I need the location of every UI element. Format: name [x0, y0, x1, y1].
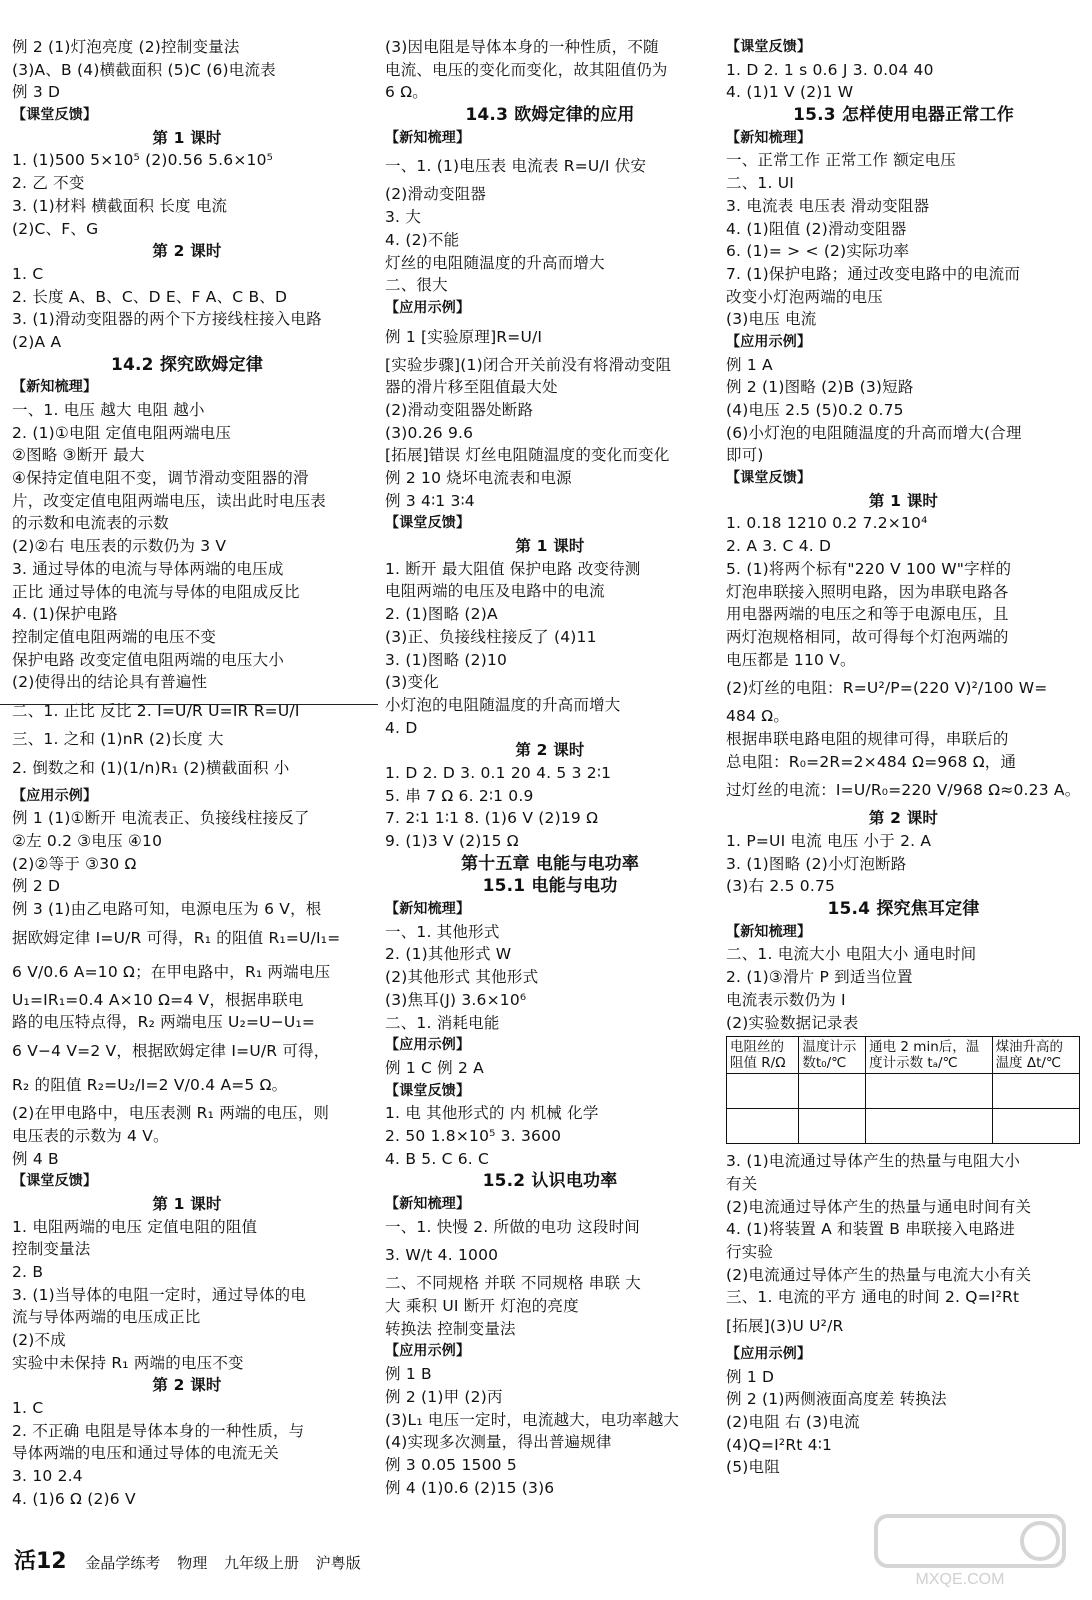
- answer-line: (3)右 2.5 0.75: [726, 877, 836, 896]
- page-fold-line: [0, 704, 378, 705]
- section-heading: 15.3 怎样使用电器正常工作: [793, 105, 1014, 126]
- answer-line: 电流、电压的变化而变化，故其阻值仍为: [385, 60, 668, 79]
- answer-line: 2. (1)其他形式 W: [385, 945, 512, 964]
- example-line: 例 2 (1)两侧液面高度差 转换法: [726, 1390, 947, 1409]
- answer-line: 导体两端的电压和通过导体的电流无关: [12, 1444, 279, 1463]
- answer-line: 流与导体两端的电压成正比: [12, 1308, 201, 1327]
- answer-line: 1. D 2. 1 s 0.6 J 3. 0.04 40: [726, 60, 934, 79]
- answer-line: 用电器两端的电压之和等于电源电压，且: [726, 605, 1009, 624]
- section-tag: 【课堂反馈】: [12, 107, 98, 124]
- lesson-heading: 第 1 课时: [515, 537, 585, 556]
- section-tag: 【应用示例】: [385, 299, 471, 316]
- answer-line: 小灯泡的电阻随温度的升高而增大: [385, 695, 621, 714]
- answer-line: (5)电阻: [726, 1458, 780, 1477]
- example-line: 例 4 B: [12, 1149, 59, 1168]
- footer-edition: 沪粤版: [315, 1554, 361, 1572]
- answer-line: 3. (1)滑动变阻器的两个下方接线柱接入电路: [12, 310, 322, 329]
- answer-line: 2. A 3. C 4. D: [726, 537, 832, 556]
- answer-line: 正比 通过导体的电流与导体的电阻成反比: [12, 582, 300, 601]
- section-tag: 【课堂反馈】: [385, 1082, 471, 1099]
- answer-line: 4. (1)阻值 (2)滑动变阻器: [726, 219, 907, 238]
- answer-line: (3)L₁ 电压一定时，电流越大，电功率越大: [385, 1410, 680, 1429]
- answer-line: 转换法 控制变量法: [385, 1319, 516, 1338]
- watermark-text: MXQE.COM: [915, 1571, 1005, 1588]
- example-line: 例 2 (1)灯泡亮度 (2)控制变量法: [12, 38, 240, 56]
- answer-line: 3. (1)图略 (2)小灯泡断路: [726, 854, 907, 873]
- answer-line: 过灯丝的电流：I=U/R₀=220 V/968 Ω≈0.23 A。: [726, 781, 1081, 800]
- answer-line: 4. (1)6 Ω (2)6 V: [12, 1489, 136, 1508]
- answer-line: 3. 电流表 电压表 滑动变阻器: [726, 196, 930, 215]
- answer-line: (2)C、F、G: [12, 219, 99, 238]
- section-heading: 15.4 探究焦耳定律: [827, 899, 980, 920]
- lesson-heading: 第 2 课时: [868, 809, 939, 828]
- answer-line: 路的电压特点得，R₂ 两端电压 U₂=U−U₁=: [12, 1013, 316, 1032]
- record-table-cell: [727, 1109, 799, 1144]
- footer-subject: 物理: [177, 1554, 208, 1572]
- answer-line: 即可): [726, 446, 764, 465]
- answer-line: 片，改变定值电阻两端电压，读出此时电压表: [12, 491, 327, 510]
- answer-line: (2)②等于 ③30 Ω: [12, 854, 137, 873]
- record-table-cell: [866, 1074, 992, 1109]
- answer-line: U₁=IR₁=0.4 A×10 Ω=4 V，根据串联电: [12, 990, 304, 1009]
- lesson-heading: 第 2 课时: [152, 242, 222, 261]
- answer-line: ④保持定值电阻不变，调节滑动变阻器的滑: [12, 469, 309, 488]
- footer-series: 金晶学练考: [85, 1554, 161, 1572]
- answer-line: (2)②右 电压表的示数仍为 3 V: [12, 537, 227, 556]
- record-table-header: 通电 2 min后，温度计示数 tₐ/℃: [866, 1037, 992, 1074]
- section-tag: 【应用示例】: [385, 1037, 471, 1054]
- example-line: 例 1 C 例 2 A: [385, 1058, 484, 1077]
- answer-line: 4. (1)将装置 A 和装置 B 串联接入电路进: [726, 1220, 1016, 1239]
- answer-line: 灯泡串联接入照明电路，因为串联电路各: [726, 582, 1009, 601]
- answer-line: (2)A A: [12, 332, 62, 351]
- answer-line: 一、1. 快慢 2. 所做的电功 这段时间: [385, 1217, 640, 1236]
- answer-line: 6 Ω。: [385, 83, 428, 102]
- answer-line: 2. (1)图略 (2)A: [385, 605, 498, 624]
- record-table-header: 煤油升高的温度 Δt/℃: [992, 1037, 1079, 1074]
- section-tag: 【新知梳理】: [385, 901, 471, 918]
- answer-line: 行实验: [726, 1242, 774, 1261]
- answer-line: 1. 断开 最大阻值 保护电路 改变待测: [385, 559, 641, 578]
- answer-line: 3. 通过导体的电流与导体两端的电压成: [12, 559, 284, 578]
- answer-line: 两灯泡规格相同，故可得每个灯泡两端的: [726, 627, 1009, 646]
- example-line: 例 2 D: [12, 877, 61, 896]
- answer-line: 例 1 [实验原理]R=U/I: [385, 327, 543, 346]
- answer-line: 2. 不正确 电阻是导体本身的一种性质，与: [12, 1421, 305, 1440]
- answer-line: 2. 乙 不变: [12, 174, 85, 193]
- answer-line: 3. W/t 4. 1000: [385, 1246, 499, 1265]
- answer-line: ②左 0.2 ③电压 ④10: [12, 832, 163, 850]
- answer-line: 3. 大: [385, 208, 422, 227]
- answer-line: 7. 2∶1 1∶1 8. (1)6 V (2)19 Ω: [385, 809, 599, 828]
- answer-line: 有关: [726, 1174, 758, 1193]
- example-line: 例 2 (1)图略 (2)B (3)短路: [726, 378, 914, 397]
- answer-line: 二、不同规格 并联 不同规格 串联 大: [385, 1274, 642, 1293]
- answer-line: 电阻两端的电压及电路中的电流: [385, 582, 605, 601]
- answer-line: 3. (1)当导体的电阻一定时，通过导体的电: [12, 1285, 307, 1304]
- record-table-header: 电阻丝的阻值 R/Ω: [727, 1037, 799, 1074]
- answer-line: (2)不成: [12, 1331, 66, 1349]
- example-line: 例 1 A: [726, 355, 773, 374]
- answer-line: [拓展]错误 灯丝电阻随温度的变化而变化: [385, 446, 670, 465]
- record-table-header: 温度计示数t₀/℃: [799, 1037, 866, 1074]
- lesson-heading: 第 2 课时: [515, 741, 585, 760]
- answer-line: 4. (1)保护电路: [12, 605, 118, 624]
- answer-line: 2. (1)③滑片 P 到适当位置: [726, 968, 913, 987]
- answer-line: (4)实现多次测量，得出普遍规律: [385, 1433, 612, 1452]
- answer-line: 器的滑片移至阻值最大处: [385, 378, 558, 397]
- section-tag: 【应用示例】: [726, 333, 812, 350]
- example-line: 例 3 0.05 1500 5: [385, 1455, 517, 1474]
- answer-line: 一、正常工作 正常工作 额定电压: [726, 151, 957, 170]
- lesson-heading: 第 2 课时: [152, 1376, 222, 1395]
- section-tag: 【课堂反馈】: [726, 470, 812, 487]
- answer-line: 484 Ω。: [726, 707, 790, 726]
- section-tag: 【新知梳理】: [12, 379, 98, 396]
- answer-line: 二、1. 正比 反比 2. I=U/R U=IR R=U/I: [12, 701, 300, 720]
- lesson-heading: 第 1 课时: [868, 491, 939, 510]
- footer-grade: 九年级上册: [224, 1554, 300, 1572]
- answer-line: (2)电流通过导体产生的热量与电流大小有关: [726, 1265, 1032, 1284]
- answer-line: (3)A、B (4)横截面积 (5)C (6)电流表: [12, 60, 276, 79]
- answer-line: 1. D 2. D 3. 0.1 20 4. 5 3 2∶1: [385, 763, 612, 782]
- answer-line: 6 V−4 V=2 V，根据欧姆定律 I=U/R 可得，: [12, 1042, 330, 1061]
- answer-line: 实验中未保持 R₁ 两端的电压不变: [12, 1353, 244, 1372]
- example-line: 例 3 (1)由乙电路可知，电源电压为 6 V，根: [12, 900, 322, 919]
- answer-line: 电压都是 110 V。: [726, 650, 856, 669]
- answer-line: 6 V/0.6 A=10 Ω；在甲电路中，R₁ 两端电压: [12, 962, 331, 981]
- answer-line: (3)正、负接线柱接反了 (4)11: [385, 627, 597, 646]
- answer-line: 二、1. 电流大小 电阻大小 通电时间: [726, 945, 977, 964]
- answer-line: 二、很大: [385, 276, 448, 295]
- answer-line: 改变小灯泡两端的电压: [726, 287, 884, 306]
- answer-line: 2. B: [12, 1262, 44, 1281]
- section-tag: 【课堂反馈】: [726, 39, 812, 55]
- example-line: 例 1 B: [385, 1365, 432, 1384]
- answer-line: 控制变量法: [12, 1240, 91, 1259]
- example-line: 例 1 (1)①断开 电流表正、负接线柱接反了: [12, 809, 310, 828]
- section-tag: 【新知梳理】: [385, 1196, 471, 1212]
- answer-line: 一、1. (1)电压表 电流表 R=U/I 伏安: [385, 157, 647, 176]
- section-tag: 【课堂反馈】: [385, 515, 471, 532]
- answer-line: 4. (2)不能: [385, 230, 460, 249]
- answer-line: 6. (1)= > < (2)实际功率: [726, 242, 910, 261]
- answer-line: R₂ 的阻值 R₂=U₂/I=2 V/0.4 A=5 Ω。: [12, 1076, 288, 1095]
- answer-line: 2. 倒数之和 (1)(1/n)R₁ (2)横截面积 小: [12, 758, 290, 777]
- answer-line: 灯丝的电阻随温度的升高而增大: [385, 253, 605, 272]
- record-table-cell: [992, 1109, 1079, 1144]
- answer-line: 控制定值电阻两端的电压不变: [12, 627, 217, 646]
- record-table-cell: [799, 1074, 866, 1109]
- answer-line: 3. 10 2.4: [12, 1467, 83, 1486]
- answer-line: 的示数和电流表的示数: [12, 514, 170, 533]
- record-table-cell: [727, 1074, 799, 1109]
- answer-line: 保护电路 改变定值电阻两端的电压大小: [12, 650, 285, 669]
- answer-line: (4)电压 2.5 (5)0.2 0.75: [726, 401, 904, 419]
- section-heading: 15.1 电能与电功: [482, 876, 618, 897]
- answer-line: 总电阻：R₀=2R=2×484 Ω=968 Ω，通: [726, 752, 1017, 771]
- section-heading: 14.3 欧姆定律的应用: [465, 105, 635, 126]
- section-tag: 【课堂反馈】: [12, 1173, 98, 1190]
- answer-line: 二、1. 消耗电能: [385, 1013, 500, 1032]
- answer-line: 三、1. 电流的平方 通电的时间 2. Q=I²Rt: [726, 1288, 1020, 1307]
- example-line: 例 4 (1)0.6 (2)15 (3)6: [385, 1478, 555, 1497]
- section-tag: 【新知梳理】: [726, 923, 812, 940]
- answer-line: (3)0.26 9.6: [385, 423, 474, 442]
- lesson-heading: 第 1 课时: [152, 1194, 222, 1213]
- answer-line: (2)使得出的结论具有普遍性: [12, 673, 208, 692]
- section-heading: 15.2 认识电功率: [482, 1171, 618, 1192]
- answer-line: (2)在甲电路中，电压表测 R₁ 两端的电压，则: [12, 1104, 330, 1123]
- example-line: 例 2 10 烧坏电流表和电源: [385, 469, 572, 487]
- section-tag: 【新知梳理】: [385, 129, 471, 146]
- answer-line: 一、1. 电压 越大 电阻 越小: [12, 401, 205, 419]
- record-table-cell: [992, 1074, 1079, 1109]
- page-footer: [14, 1544, 373, 1575]
- answer-line: 4. B 5. C 6. C: [385, 1149, 490, 1168]
- example-line: 例 3 D: [12, 83, 61, 102]
- page-number: 活12: [14, 1549, 67, 1574]
- answer-line: 大 乘积 UI 断开 灯泡的亮度: [385, 1297, 579, 1316]
- example-line: 例 2 (1)甲 (2)丙: [385, 1387, 503, 1406]
- answer-line: 电流表示数仍为 I: [726, 990, 846, 1009]
- answer-line: (2)其他形式 其他形式: [385, 968, 539, 987]
- section-tag: 【应用示例】: [726, 1346, 812, 1362]
- record-table: [726, 1036, 1080, 1144]
- answer-line: 1. 电阻两端的电压 定值电阻的阻值: [12, 1217, 258, 1236]
- answer-line: (3)电压 电流: [726, 310, 817, 329]
- answer-line: (2)电流通过导体产生的热量与通电时间有关: [726, 1197, 1032, 1216]
- answer-line: 1. (1)500 5×10⁵ (2)0.56 5.6×10⁵: [12, 151, 274, 170]
- answer-line: (2)滑动变阻器处断路: [385, 400, 534, 419]
- section-heading: 第十五章 电能与电功率: [460, 853, 640, 874]
- answer-line: 1. 电 其他形式的 内 机械 化学: [385, 1104, 599, 1123]
- answer-line: 据欧姆定律 I=U/R 可得，R₁ 的阻值 R₁=U/I₁=: [12, 928, 341, 947]
- answer-line: 3. (1)电流通过导体产生的热量与电阻大小: [726, 1152, 1021, 1171]
- answer-line: 根据串联电路电阻的规律可得，串联后的: [726, 729, 1009, 748]
- answer-line: (3)因电阻是导体本身的一种性质，不随: [385, 38, 659, 56]
- lesson-heading: 第 1 课时: [152, 128, 222, 147]
- answer-line: 5. (1)将两个标有"220 V 100 W"字样的: [726, 559, 1012, 578]
- answer-line: (2)实验数据记录表: [726, 1013, 859, 1032]
- answer-line: (6)小灯泡的电阻随温度的升高而增大(合理: [726, 423, 1022, 442]
- section-tag: 【新知梳理】: [726, 129, 812, 146]
- watermark-logo: [870, 1510, 1070, 1590]
- record-table-cell: [799, 1109, 866, 1144]
- answer-line: 一、1. 其他形式: [385, 922, 500, 941]
- answer-line: 5. 串 7 Ω 6. 2∶1 0.9: [385, 786, 534, 805]
- answer-line: 3. (1)材料 横截面积 长度 电流: [12, 196, 228, 215]
- example-line: 例 3 4∶1 3∶4: [385, 491, 475, 510]
- answer-line: 三、1. 之和 (1)nR (2)长度 大: [12, 729, 224, 748]
- answer-line: 2. (1)①电阻 定值电阻两端电压: [12, 423, 232, 442]
- answer-line: 1. C: [12, 1399, 44, 1418]
- answer-line: [拓展](3)U U²/R: [726, 1317, 844, 1335]
- answer-line: 2. 长度 A、B、C、D E、F A、C B、D: [12, 287, 288, 306]
- answer-column-1: [12, 36, 362, 1511]
- answer-line: 9. (1)3 V (2)15 Ω: [385, 832, 519, 850]
- answer-line: (2)滑动变阻器: [385, 185, 487, 204]
- answer-line: 2. 50 1.8×10⁵ 3. 3600: [385, 1126, 562, 1145]
- answer-line: [实验步骤](1)闭合开关前没有将滑动变阻: [385, 355, 672, 374]
- answer-line: 1. P=UI 电流 电压 小于 2. A: [726, 832, 932, 850]
- example-line: 例 1 D: [726, 1367, 775, 1386]
- section-tag: 【应用示例】: [12, 787, 98, 804]
- answer-line: 7. (1)保护电路；通过改变电路中的电流而: [726, 264, 1021, 283]
- answer-line: (3)变化: [385, 673, 439, 692]
- answer-line: 二、1. UI: [726, 174, 795, 193]
- answer-line: 1. 0.18 1210 0.2 7.2×10⁴: [726, 514, 928, 533]
- answer-line: 1. C: [12, 264, 44, 283]
- answer-column-3: [726, 36, 1081, 1479]
- answer-line: 电压表的示数为 4 V。: [12, 1126, 169, 1145]
- answer-line: (2)电阻 右 (3)电流: [726, 1413, 860, 1432]
- answer-line: ②图略 ③断开 最大: [12, 446, 145, 465]
- answer-column-2: [385, 36, 715, 1499]
- section-tag: 【应用示例】: [385, 1343, 471, 1360]
- answer-line: (2)灯丝的电阻：R=U²/P=(220 V)²/100 W=: [726, 679, 1048, 698]
- section-heading: 14.2 探究欧姆定律: [110, 354, 264, 375]
- answer-line: 4. D: [385, 718, 418, 737]
- record-table-cell: [866, 1109, 992, 1144]
- answer-line: 4. (1)1 V (2)1 W: [726, 83, 854, 102]
- answer-line: (4)Q=I²Rt 4∶1: [726, 1435, 833, 1454]
- answer-line: (3)焦耳(J) 3.6×10⁶: [385, 990, 527, 1009]
- answer-line: 3. (1)图略 (2)10: [385, 650, 508, 669]
